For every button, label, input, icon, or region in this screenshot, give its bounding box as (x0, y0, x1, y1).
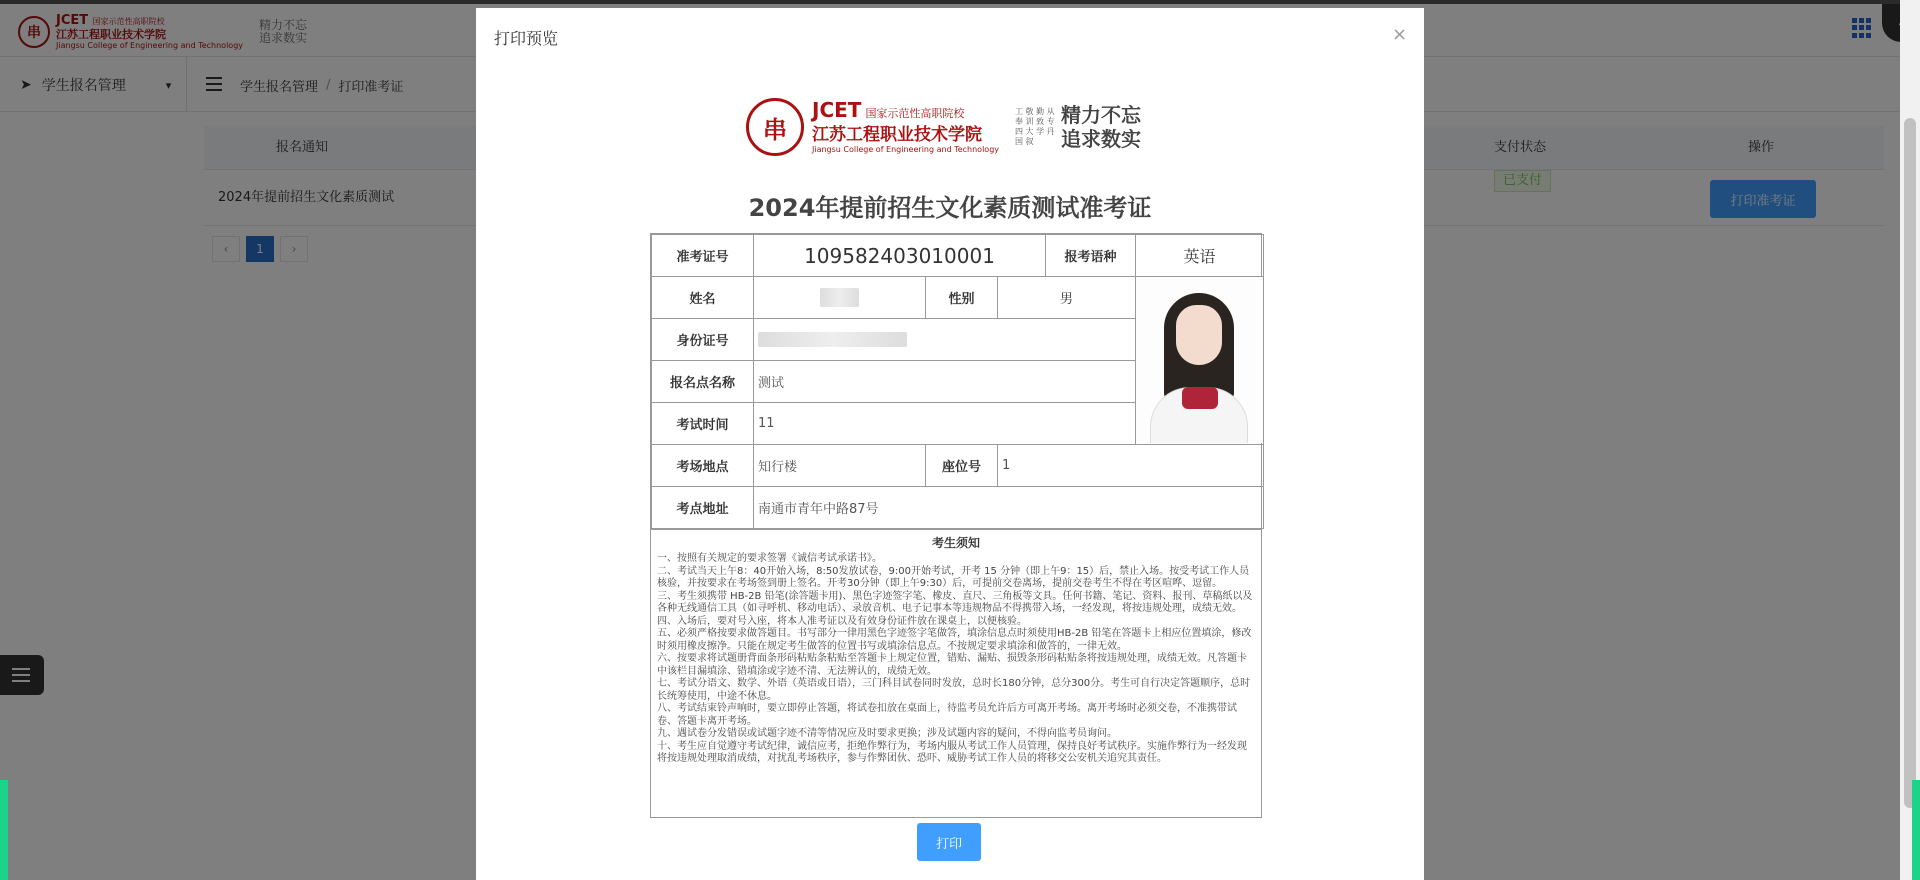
seal-char: 串 (763, 115, 787, 144)
edge-decoration (1912, 780, 1920, 880)
label-site-name: 报名点名称 (652, 361, 754, 403)
logo-abbr: JCET (812, 98, 862, 122)
admission-ticket (650, 233, 1262, 818)
notice-title: 考生须知 (931, 536, 980, 550)
value-name (820, 288, 859, 307)
label-site-address: 考点地址 (652, 487, 754, 529)
notice-line: 二、考试当天上午8：40开始入场，8:50发放试卷，9:00开始考试，开考 15 分钟（即上午9：15）后，禁止入场。按受考试工作人员核验，并按要求在考场签到册上签名。开考30分钟（即上午9:30）后，可提前交卷离场，提前交卷考生不得在考区喧哗、逗留。 (657, 565, 1250, 589)
label-id-card: 身份证号 (652, 319, 754, 361)
label-seat-no: 座位号 (926, 445, 998, 487)
ticket-title: 2024年提前招生文化素质测试准考证 (748, 194, 1152, 222)
logo-sub: 国家示范性高职院校 (865, 107, 965, 120)
label-name: 姓名 (652, 277, 754, 319)
notice-line: 一、按照有关规定的要求签署《诚信考试承诺书》。 (657, 553, 882, 564)
candidate-photo (1136, 277, 1263, 443)
print-button[interactable]: 打印 (917, 823, 981, 861)
value-site-address: 南通市青年中路87号 (754, 487, 1264, 529)
ticket-logo (746, 98, 1141, 156)
notice-line: 七、考试分语文、数学、外语（英语或日语），三门科目试卷同时发放，总时长180分钟，总分300分。考生可自行决定答题顺序，总时长统筹使用，中途不休息。 (657, 678, 1251, 702)
scrollbar[interactable] (1900, 0, 1920, 880)
label-exam-time: 考试时间 (652, 403, 754, 445)
close-icon[interactable]: × (1392, 24, 1408, 45)
label-ticket-no: 准考证号 (652, 235, 754, 277)
logo-en: Jiangsu College of Engineering and Technology (812, 145, 1000, 154)
value-id-card (758, 332, 907, 347)
modal-title: 打印预览 (494, 29, 559, 48)
label-language: 报考语种 (1046, 235, 1136, 277)
label-exam-location: 考场地点 (652, 445, 754, 487)
edge-decoration (0, 780, 8, 880)
value-exam-location: 知行楼 (754, 445, 926, 487)
logo-cn: 江苏工程职业技术学院 (812, 125, 982, 145)
motto-small: 工 敬 勤 从 奉 训 致 专 四 大 学 丹 国 叙 (1015, 107, 1055, 146)
print-preview-modal (476, 8, 1424, 880)
notice-line: 九、遇试卷分发错误或试题字迹不清等情况应及时要求更换；涉及试题内容的疑问，不得向监考员询问。 (657, 728, 1117, 739)
motto-line-2: 追求数实 (1061, 127, 1142, 151)
value-gender: 男 (998, 277, 1136, 319)
notice-line: 三、考生须携带 HB-2B 铅笔(涂答题卡用)、黑色字迹签字笔、橡皮、直尺、三角板等文具。任何书籍、笔记、资料、报刊、草稿纸以及各种无线通信工具（如寻呼机、移动电话）、录放音机、电子记事本等违规物品不得携带入场，一经发现，将按违规处理，成绩无效。 (657, 590, 1253, 614)
notice-line: 八、考试结束铃声响时，要立即停止答题，将试卷扣放在桌面上，待监考员允许后方可离开考场。离开考场时必须交卷，不准携带试卷、答题卡离开考场。 (657, 703, 1237, 727)
value-site-name: 测试 (754, 361, 1136, 403)
motto-line-1: 精力不忘 (1061, 103, 1142, 127)
exam-notice (651, 529, 1261, 817)
notice-line: 四、入场后，要对号入座，将本人准考证以及有效身份证件放在课桌上，以便核验。 (657, 615, 1027, 627)
school-seal-icon (746, 98, 804, 156)
value-seat-no: 1 (998, 445, 1264, 487)
value-exam-time: 11 (754, 403, 1136, 445)
scroll-thumb[interactable] (1904, 118, 1916, 808)
notice-line: 十、考生应自觉遵守考试纪律，诚信应考，拒绝作弊行为，考场内服从考试工作人员管理，保持良好考试秩序。实施作弊行为一经发现将按违规处理取消成绩，对扰乱考场秩序，参与作弊团伙、恐吓、威胁考试工作人员的将移交公安机关追究其责任。 (657, 740, 1247, 764)
value-language: 英语 (1136, 235, 1264, 277)
ticket-number: 109582403010001 (754, 235, 1046, 277)
notice-line: 六、按要求将试题册背面条形码粘贴条粘贴至答题卡上规定位置，错贴、漏贴、损毁条形码粘贴条将按违规处理，成绩无效。凡答题卡中该栏目漏填涂、错填涂或字迹不清、无法辨认的，成绩无效。 (657, 653, 1247, 677)
notice-line: 五、必须严格按要求做答题目。书写部分一律用黑色字迹签字笔做答，填涂信息点时须使用HB-2B 铅笔在答题卡上相应位置填涂，修改时须用橡皮擦净。只能在规定考生做答的位置书写或填涂信息点。不按规定要求填涂和做答的，一律无效。 (657, 628, 1252, 652)
label-gender: 性别 (926, 277, 998, 319)
